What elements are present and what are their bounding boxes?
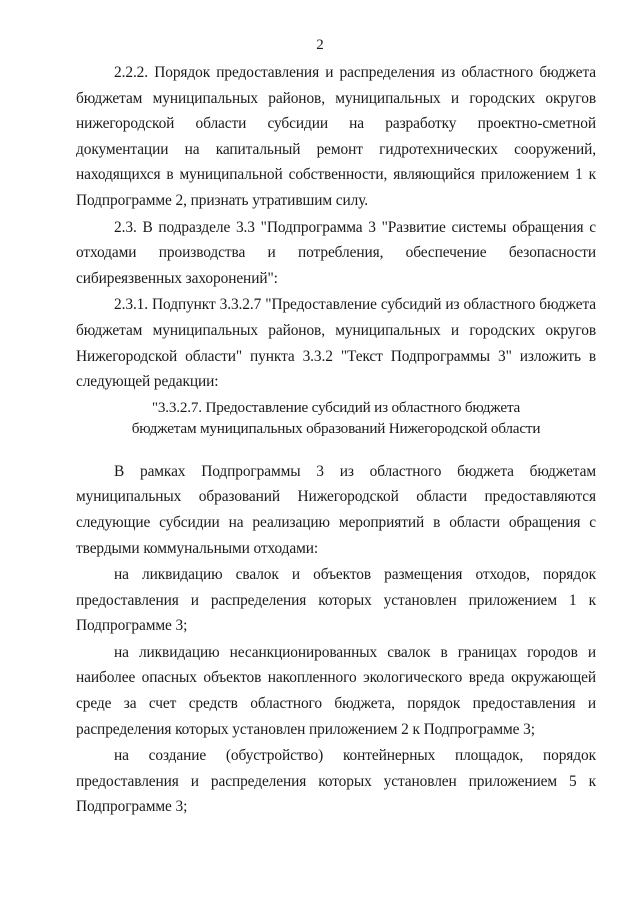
paragraph-subsidy-container-sites: на создание (обустройство) контейнерных площадок, порядок предоставления и распределения которых установлен приложением 5 к Подпрограмме 3; <box>76 747 596 816</box>
paragraph-subsidies-intro: В рамках Подпрограммы 3 из областного бюджета бюджетам муниципальных образований Нижегородской области предоставляются следующие субсидии на реализацию мероприятий в области обращения с твердыми коммунальными отходами: <box>76 462 596 557</box>
paragraph-2-2-2: 2.2.2. Порядок предоставления и распределения из областного бюджета бюджетам муниципальных районов, муниципальных и городских округов нижегородской области субсидии на разработку проектно-сметной документации на капитальный ремонт гидротехнических сооружений, находящихся в муниципальной собственности, являющийся приложением 1 к Подпрограмме 2, признать утратившим силу. <box>76 64 596 209</box>
section-heading <box>76 396 596 441</box>
paragraph-subsidy-unauthorized-dumps: на ликвидацию несанкционированных свалок в границах городов и наиболее опасных объектов накопленного экологического вреда окружающей среде за счет средств областного бюджета, порядок предоставления и распределения которых установлен приложением 2 к Подпрограмме 3; <box>76 643 596 738</box>
page-number: 2 <box>316 37 324 53</box>
document-body <box>76 60 596 821</box>
paragraph-2-3: 2.3. В подразделе 3.3 "Подпрограмма 3 "Развитие системы обращения с отходами производства и потребления, обеспечение безопасности сибиреязвенных захоронений": <box>76 218 596 287</box>
spacer <box>76 441 596 459</box>
section-heading-line-1: "3.3.2.7. Предоставление субсидий из областного бюджета <box>151 398 521 416</box>
paragraph-subsidy-dumps: на ликвидацию свалок и объектов размещения отходов, порядок предоставления и распределения которых установлен приложением 1 к Подпрограмме 3; <box>76 566 596 635</box>
section-heading-line-2: бюджетам муниципальных образований Нижегородской области <box>131 419 541 437</box>
paragraph-2-3-1: 2.3.1. Подпункт 3.3.2.7 "Предоставление субсидий из областного бюджета бюджетам муниципальных районов, муниципальных и городских округов Нижегородской области" пункта 3.3.2 "Текст Подпрограммы 3" изложить в следующей редакции: <box>76 296 596 391</box>
